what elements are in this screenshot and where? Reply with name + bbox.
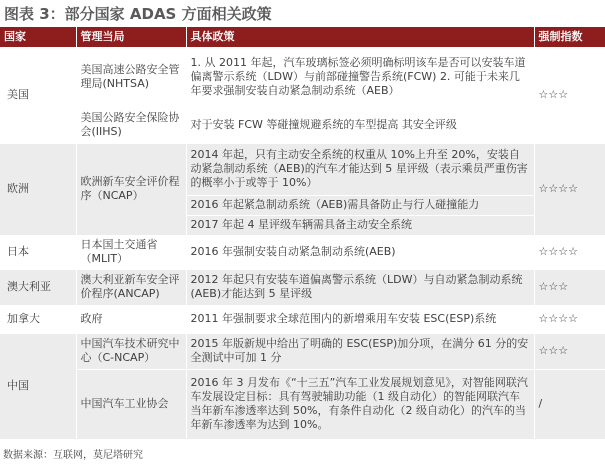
policy-cell: 2016 年强制安装自动紧急制动系统(AEB)	[186, 235, 534, 269]
policy-cell: 对于安装 FCW 等碰撞规避系统的车型提高 其安全评级	[186, 107, 534, 143]
authority-cell: 中国汽车工业协会	[76, 369, 186, 439]
policy-cell: 2011 年强制要求全球范围内的新增乘用车安装 ESC(ESP)系统	[186, 305, 534, 333]
country-cell: 日本	[0, 235, 76, 269]
country-cell: 欧洲	[0, 143, 76, 235]
policy-cell: 1. 从 2011 年起，汽车玻璃标签必须明确标明该车是否可以安装车道偏离警示系统（LDW）与前部碰撞警告系统(FCW) 2. 可能于未来几年要求强制安装自动紧急制动系统（AEB）	[186, 47, 534, 107]
authority-cell: 澳大利亚新车安全评价程序(ANCAP)	[76, 269, 186, 305]
policy-cell: 2015 年版新规中给出了明确的 ESC(ESP)加分项，在满分 61 分的安全测试中可加 1 分	[186, 333, 534, 369]
table-row	[0, 305, 605, 333]
table-row	[0, 107, 605, 143]
policy-cell: 2016 年起紧急制动系统（AEB)需具备防止与行人碰撞能力	[186, 195, 534, 215]
authority-cell: 中国汽车技术研究中心（C-NCAP）	[76, 333, 186, 369]
policy-cell: 2016 年 3 月发布《“十三五”汽车工业发展规划意见》，对智能网联汽车发展设定目标：具有驾驶辅助功能（1 级自动化）的智能网联汽车当年新车渗透率达到 50%，有条件自动化（2 级自动化）的汽车的当年新车渗透率为达到 10%。	[186, 369, 534, 439]
table-row	[0, 333, 605, 369]
policy-cell: 2017 年起 4 星评级车辆需具备主动安全系统	[186, 215, 534, 235]
policy-cell: 2014 年起，只有主动安全系统的权重从 10%上升至 20%，安装自动紧急制动系统（AEB)的汽车才能达到 5 星评级（表示乘员严重伤害的概率小于或等于 10%）	[186, 143, 534, 195]
index-cell: ☆☆☆☆	[534, 235, 605, 269]
country-cell: 中国	[0, 333, 76, 439]
index-cell: ☆☆☆	[534, 333, 605, 369]
policy-table	[0, 27, 605, 440]
authority-cell: 欧洲新车安全评价程序（NCAP）	[76, 143, 186, 235]
figure-title: 图表 3：部分国家 ADAS 方面相关政策	[4, 5, 272, 23]
authority-cell: 美国高速公路安全管理局(NHTSA)	[76, 47, 186, 107]
country-cell: 澳大利亚	[0, 269, 76, 305]
policy-cell: 2012 年起只有安装车道偏离警示系统（LDW）与自动紧急制动系统(AEB)才能达到 5 星评级	[186, 269, 534, 305]
index-cell: ☆☆☆☆	[534, 143, 605, 235]
table-row	[0, 235, 605, 269]
index-cell: /	[534, 369, 605, 439]
authority-cell: 美国公路安全保险协会(IIHS)	[76, 107, 186, 143]
header-row	[0, 27, 605, 47]
index-cell: ☆☆☆	[534, 47, 605, 143]
header-country: 国家	[0, 27, 76, 47]
authority-cell: 日本国土交通省（MLIT）	[76, 235, 186, 269]
index-cell: ☆☆☆	[534, 269, 605, 305]
table-row	[0, 269, 605, 305]
header-policy: 具体政策	[186, 27, 534, 47]
authority-cell: 政府	[76, 305, 186, 333]
source-note: 数据来源：互联网，莫尼塔研究	[3, 450, 143, 461]
header-index: 强制指数	[534, 27, 605, 47]
table-row	[0, 143, 605, 195]
country-cell: 加拿大	[0, 305, 76, 333]
table-row	[0, 369, 605, 439]
index-cell: ☆☆☆☆	[534, 305, 605, 333]
table-row	[0, 47, 605, 107]
header-authority: 管理当局	[76, 27, 186, 47]
country-cell: 美国	[0, 47, 76, 143]
